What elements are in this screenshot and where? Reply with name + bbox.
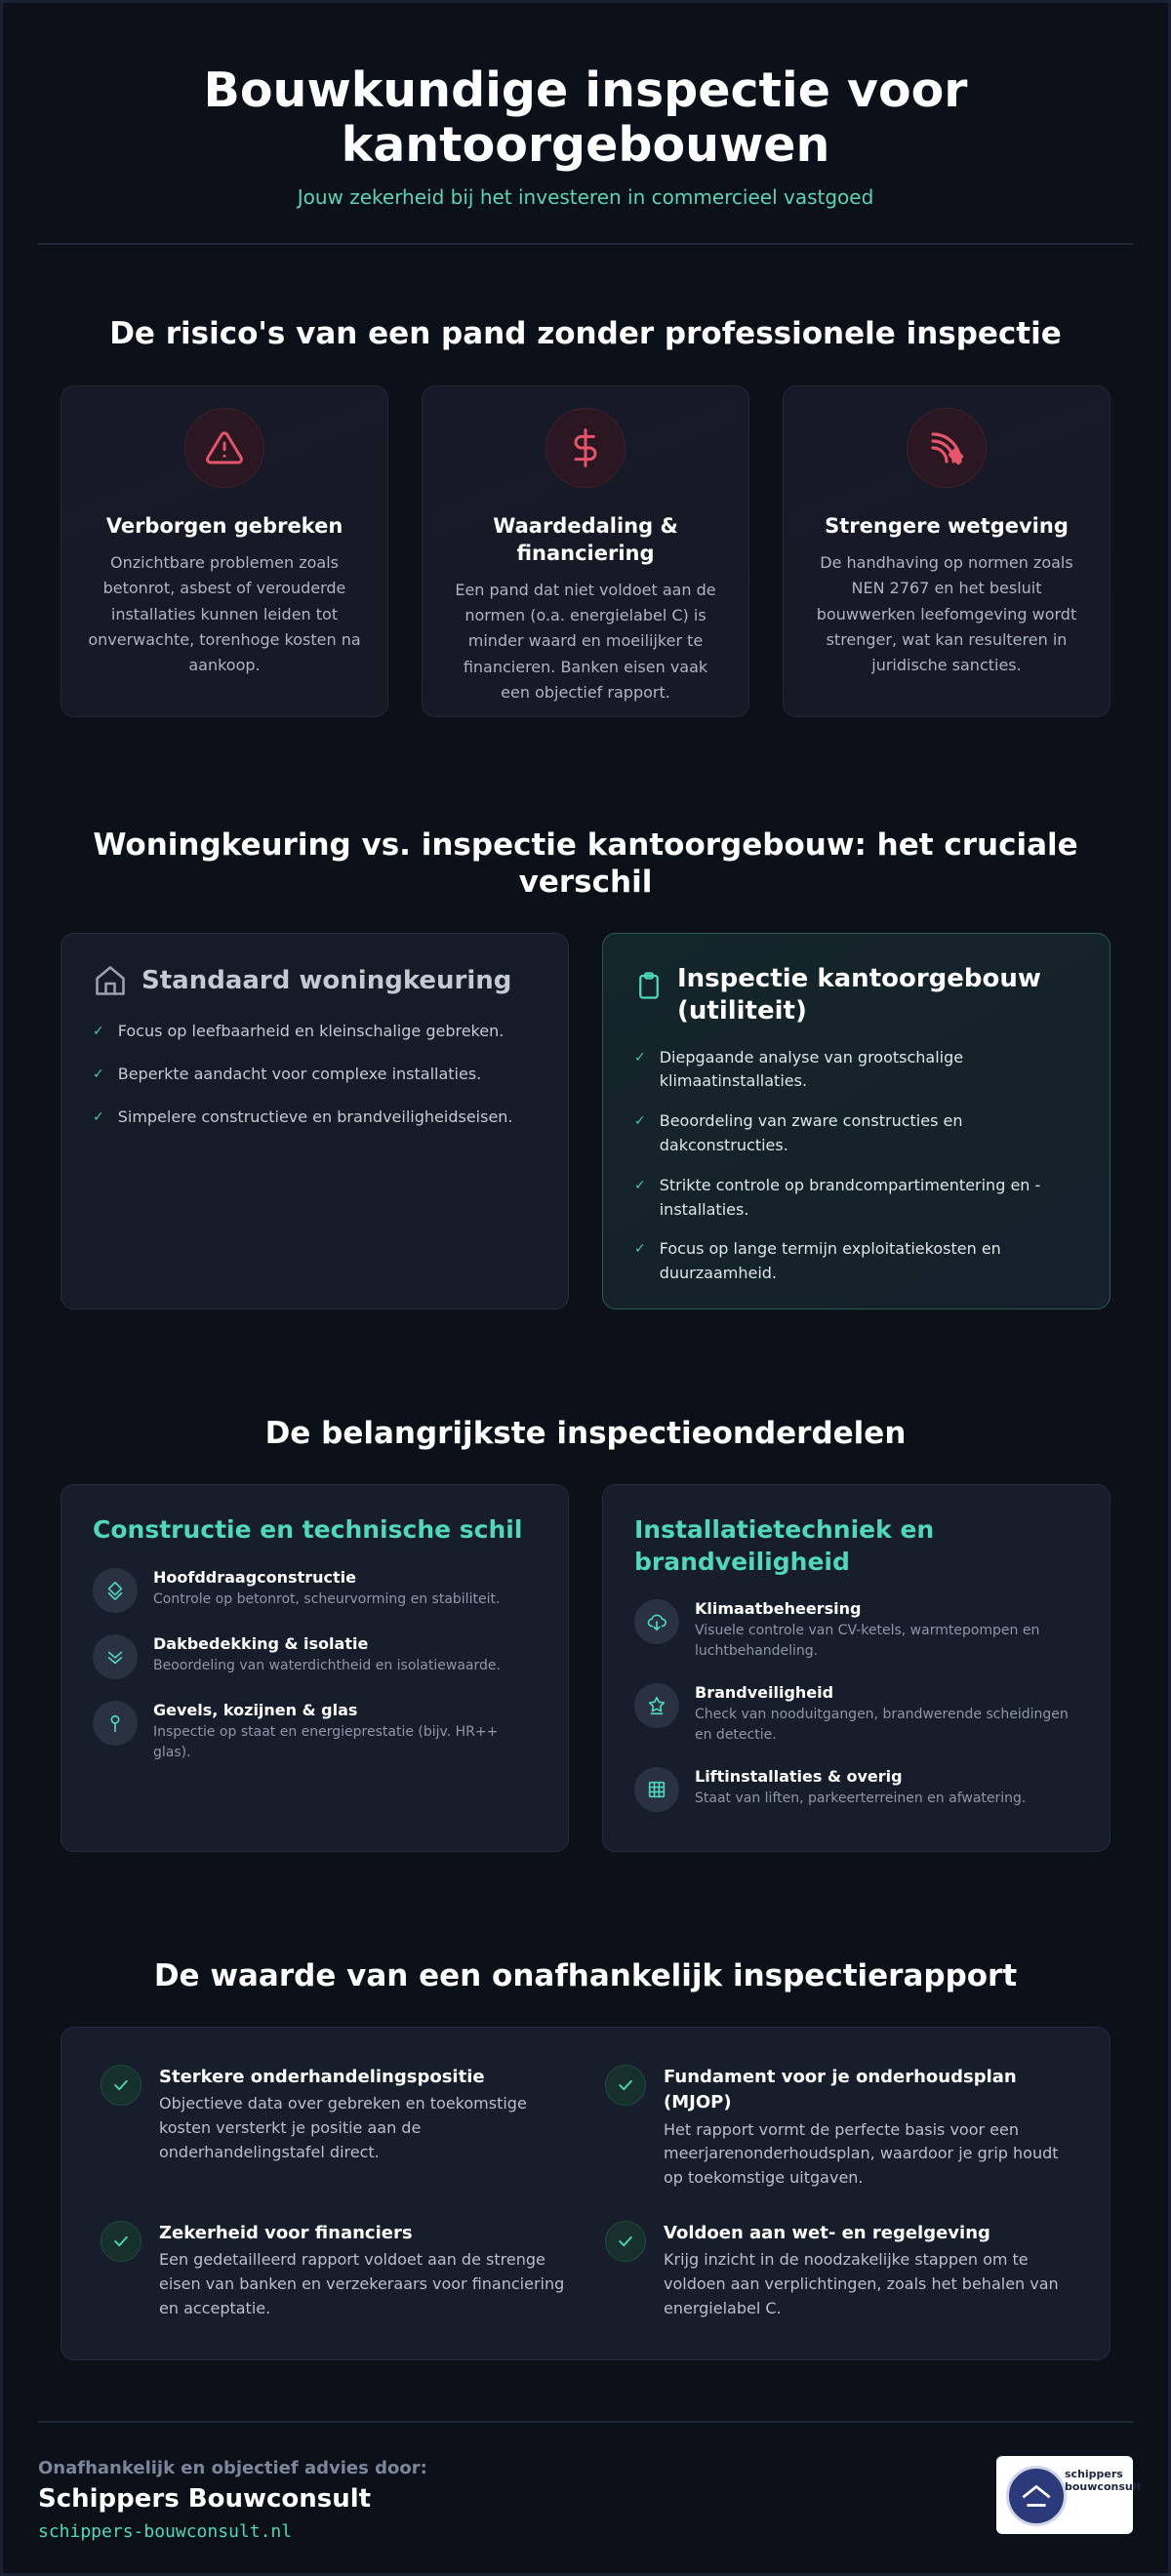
list-item: Liftinstallaties & overig Staat van liften, parkeerterreinen en afwatering. [634, 1767, 1078, 1812]
header [3, 3, 1168, 209]
risk-card-value-decline [422, 385, 749, 717]
list-item: Dakbedekking & isolatie Beoordeling van waterdichtheid en isolatiewaarde. [93, 1634, 537, 1679]
list-item: ✓ Beoordeling van zware constructies en dakconstructies. [634, 1109, 1078, 1158]
fire-extinguisher-icon [634, 1683, 679, 1728]
cloud-download-icon [634, 1599, 679, 1644]
standard-inspection-title: Standaard woningkeuring [141, 966, 512, 996]
company-name: Schippers Bouwconsult [38, 2484, 372, 2514]
value-item: Sterkere onderhandelingspositie Objectieve data over gebreken en toekomstige kosten versterkt je positie aan de onderhandelingstafel direct. [101, 2065, 566, 2221]
risk-text: Een pand dat niet voldoet aan de normen (o.a. energielabel C) is minder waard en moeilijker te financieren. Banken eisen vaak een objectief rapport. [455, 580, 716, 703]
list-item: Hoofddraagconstructie Controle op betonrot, scheurvorming en stabiliteit. [93, 1568, 537, 1613]
divider [38, 243, 1133, 245]
house-logo-icon [1006, 2466, 1067, 2526]
footer [38, 2421, 1142, 2542]
inspect-section-title: De belangrijkste inspectieonderdelen [264, 1416, 907, 1452]
risk-title: Waardedaling & financiering [493, 513, 678, 565]
divider [38, 2421, 1133, 2423]
list-item: ✓ Beperkte aandacht voor complexe installaties. [93, 1063, 537, 1087]
company-logo: schippers bouwconsult [996, 2456, 1133, 2534]
installations-card [602, 1484, 1110, 1852]
check-circle-icon [101, 2221, 141, 2262]
value-section-title: De waarde van een onafhankelijk inspectierapport [153, 1958, 1018, 1994]
check-icon: ✓ [93, 1108, 104, 1125]
risks-section-title: De risico's van een pand zonder professionele inspectie [109, 315, 1062, 351]
office-inspection-title: Inspectie kantoorgebouw (utiliteit) [677, 964, 1041, 1026]
standard-inspection-list [93, 1020, 537, 1129]
list-item: Klimaatbeheersing Visuele controle van CV-ketels, warmtepompen en luchtbehandeling. [634, 1599, 1078, 1662]
list-item: ✓ Simpelere constructieve en brandveiligheidseisen. [93, 1106, 537, 1130]
list-item: ✓ Strikte controle op brandcompartimentering en -installaties. [634, 1174, 1078, 1223]
value-item: Voldoen aan wet- en regelgeving Krijg inzicht in de noodzakelijke stappen om te voldoen aan verplichtingen, zoals het behalen van energielabel C. [605, 2221, 1070, 2377]
installations-title: Installatietechniek en brandveiligheid [634, 1515, 935, 1576]
pin-icon [93, 1701, 138, 1746]
chevrons-down-icon [93, 1634, 138, 1679]
grid-icon [634, 1767, 679, 1812]
scale-gavel-icon [907, 408, 987, 488]
list-item: ✓ Focus op leefbaarheid en kleinschalige gebreken. [93, 1020, 537, 1044]
warning-triangle-icon [184, 408, 264, 488]
clipboard-icon [634, 963, 664, 1006]
dollar-icon [545, 408, 626, 488]
compare-section [3, 933, 1168, 1309]
check-icon: ✓ [634, 1113, 646, 1130]
risk-text: Onzichtbare problemen zoals betonrot, asbest of verouderde installaties kunnen leiden tot onverwachte, torenhoge kosten na aankoop. [88, 552, 361, 675]
check-icon: ✓ [634, 1049, 646, 1066]
list-item: ✓ Focus op lange termijn exploitatiekosten en duurzaamheid. [634, 1237, 1078, 1286]
office-inspection-list [634, 1046, 1078, 1286]
check-circle-icon [101, 2065, 141, 2106]
check-icon: ✓ [93, 1066, 104, 1082]
footer-kicker: Onafhankelijk en objectief advies door: [38, 2458, 427, 2478]
list-item: ✓ Diepgaande analyse van grootschalige klimaatinstallaties. [634, 1046, 1078, 1095]
risk-title: Strengere wetgeving [825, 513, 1069, 538]
value-item: Zekerheid voor financiers Een gedetailleerd rapport voldoet aan de strenge eisen van banken en verzekeraars voor financiering en acceptatie. [101, 2221, 566, 2377]
inspect-section [3, 1484, 1168, 1852]
standard-inspection-card [61, 933, 569, 1309]
compare-section-title: Woningkeuring vs. inspectie kantoorgebouw: het cruciale verschil [93, 826, 1078, 900]
layers-icon [93, 1568, 138, 1613]
company-website-link[interactable]: schippers-bouwconsult.nl [38, 2521, 293, 2542]
construction-title: Constructie en technische schil [93, 1515, 523, 1545]
page-subtitle: Jouw zekerheid bij het investeren in commercieel vastgoed [297, 184, 874, 209]
risk-card-legislation [783, 385, 1110, 717]
check-circle-icon [605, 2221, 646, 2262]
house-icon [93, 963, 128, 1002]
value-item: Fundament voor je onderhoudsplan (MJOP) Het rapport vormt de perfecte basis voor een meerjarenonderhoudsplan, waardoor je grip houdt op toekomstige uitgaven. [605, 2065, 1070, 2221]
office-inspection-card [602, 933, 1110, 1309]
value-section [61, 2027, 1110, 2360]
check-icon: ✓ [634, 1177, 646, 1193]
construction-card [61, 1484, 569, 1852]
list-item: Gevels, kozijnen & glas Inspectie op staat en energieprestatie (bijv. HR++ glas). [93, 1701, 537, 1763]
risk-card-hidden-defects [61, 385, 388, 717]
risk-text: De handhaving op normen zoals NEN 2767 en het besluit bouwwerken leefomgeving wordt strenger, wat kan resulteren in juridische sancties. [816, 552, 1077, 675]
risks-section [3, 385, 1168, 717]
page-title: Bouwkundige inspectie voor kantoorgebouwen [203, 62, 968, 174]
check-circle-icon [605, 2065, 646, 2106]
check-icon: ✓ [634, 1241, 646, 1258]
risk-title: Verborgen gebreken [105, 513, 343, 538]
list-item: Brandveiligheid Check van nooduitgangen, brandwerende scheidingen en detectie. [634, 1683, 1078, 1746]
check-icon: ✓ [93, 1024, 104, 1040]
